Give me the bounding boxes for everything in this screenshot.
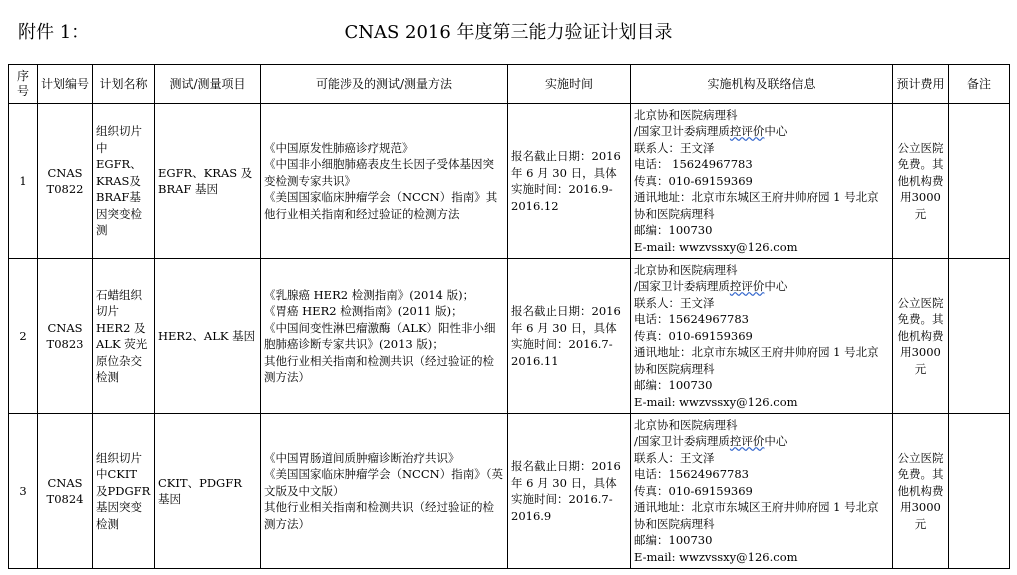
- col-header-methods: 可能涉及的测试/测量方法: [261, 65, 508, 104]
- row-plan-name: 石蜡组织切片HER2 及ALK 荧光原位杂交检测: [93, 259, 155, 414]
- row-no: 2: [9, 259, 38, 414]
- org-fax: 传真：010-69159369: [634, 328, 753, 343]
- org-email: E-mail: wwzvssxy@126.com: [634, 394, 798, 409]
- org-fax: 传真：010-69159369: [634, 173, 753, 188]
- row-org: [631, 104, 893, 259]
- org-name: 北京协和医院病理科: [634, 417, 738, 432]
- row-time: 报名截止日期：2016 年 6 月 30 日，具体实施时间：2016.7-2016.11: [508, 259, 631, 414]
- row-time: 报名截止日期：2016 年 6 月 30 日，具体实施时间：2016.9-2016.12: [508, 104, 631, 259]
- col-header-time: 实施时间: [508, 65, 631, 104]
- row-note: [949, 104, 1010, 259]
- col-header-note: 备注: [949, 65, 1010, 104]
- row-code: CNAS T0823: [38, 259, 93, 414]
- col-header-items: 测试/测量项目: [155, 65, 261, 104]
- plan-table: [8, 64, 1010, 569]
- org-address: 通讯地址：北京市东城区王府井帅府园 1 号北京协和医院病理科: [634, 345, 879, 376]
- row-no: 3: [9, 414, 38, 569]
- row-note: [949, 414, 1010, 569]
- row-fee: 公立医院免费。其他机构费用3000 元: [893, 414, 949, 569]
- org-email: E-mail: wwzvssxy@126.com: [634, 549, 798, 564]
- row-time: 报名截止日期：2016 年 6 月 30 日，具体实施时间：2016.7-2016.9: [508, 414, 631, 569]
- org-address: 通讯地址：北京市东城区王府井帅府园 1 号北京协和医院病理科: [634, 190, 879, 221]
- row-plan-name: 组织切片中CKIT 及PDGFR 基因突变检测: [93, 414, 155, 569]
- col-header-org: 实施机构及联络信息: [631, 65, 893, 104]
- row-methods: 《中国胃肠道间质肿瘤诊断治疗共识》 《美国国家临床肿瘤学会（NCCN）指南》（英文版及中文版） 其他行业相关指南和检测共识（经过验证的检测方法）: [261, 414, 508, 569]
- org-center: /国家卫计委病理质控评价中心: [634, 124, 788, 139]
- row-methods: 《乳腺癌 HER2 检测指南》(2014 版)； 《胃癌 HER2 检测指南》(2011 版)； 《中国间变性淋巴瘤激酶（ALK）阳性非小细胞肺癌诊断专家共识》(2013 版)； 其他行业相关指南和检测共识（经过验证的检测方法）: [261, 259, 508, 414]
- org-center: /国家卫计委病理质控评价中心: [634, 279, 788, 294]
- row-items: CKIT、PDGFR 基因: [155, 414, 261, 569]
- org-contact: 联系人：王文泽: [634, 140, 715, 155]
- table-row: [9, 104, 1010, 259]
- col-header-name: 计划名称: [93, 65, 155, 104]
- org-fax: 传真：010-69159369: [634, 483, 753, 498]
- row-code: CNAS T0824: [38, 414, 93, 569]
- org-contact: 联系人：王文泽: [634, 450, 715, 465]
- header-row: [9, 65, 1010, 104]
- org-address: 通讯地址：北京市东城区王府井帅府园 1 号北京协和医院病理科: [634, 500, 879, 531]
- table-row: [9, 414, 1010, 569]
- org-name: 北京协和医院病理科: [634, 107, 738, 122]
- org-center: /国家卫计委病理质控评价中心: [634, 434, 788, 449]
- row-plan-name: 组织切片中EGFR、KRAS及BRAF基因突变检测: [93, 104, 155, 259]
- col-header-code: 计划编号: [38, 65, 93, 104]
- org-name: 北京协和医院病理科: [634, 262, 738, 277]
- row-fee: 公立医院免费。其他机构费用3000 元: [893, 259, 949, 414]
- org-zip: 邮编：100730: [634, 533, 713, 548]
- row-items: HER2、ALK 基因: [155, 259, 261, 414]
- attachment-label: 附件 1：: [18, 22, 90, 43]
- row-methods: 《中国原发性肺癌诊疗规范》 《中国非小细胞肺癌表皮生长因子受体基因突变检测专家共识》 《美国国家临床肿瘤学会（NCCN）指南》其他行业相关指南和经过验证的检测方法: [261, 104, 508, 259]
- org-email: E-mail: wwzvssxy@126.com: [634, 239, 798, 254]
- row-org: [631, 414, 893, 569]
- org-zip: 邮编：100730: [634, 223, 713, 238]
- table-row: [9, 259, 1010, 414]
- org-contact: 联系人：王文泽: [634, 295, 715, 310]
- row-no: 1: [9, 104, 38, 259]
- row-org: [631, 259, 893, 414]
- org-zip: 邮编：100730: [634, 378, 713, 393]
- col-header-fee: 预计费用: [893, 65, 949, 104]
- row-note: [949, 259, 1010, 414]
- document-title: CNAS 2016 年度第三能力验证计划目录: [344, 22, 673, 43]
- org-phone: 电话：15624967783: [634, 312, 749, 327]
- org-phone: 电话：15624967783: [634, 467, 749, 482]
- row-code: CNAS T0822: [38, 104, 93, 259]
- col-header-no: 序号: [9, 65, 38, 104]
- org-phone: 电话： 15624967783: [634, 157, 753, 172]
- row-items: EGFR、KRAS 及 BRAF 基因: [155, 104, 261, 259]
- row-fee: 公立医院免费。其他机构费用3000 元: [893, 104, 949, 259]
